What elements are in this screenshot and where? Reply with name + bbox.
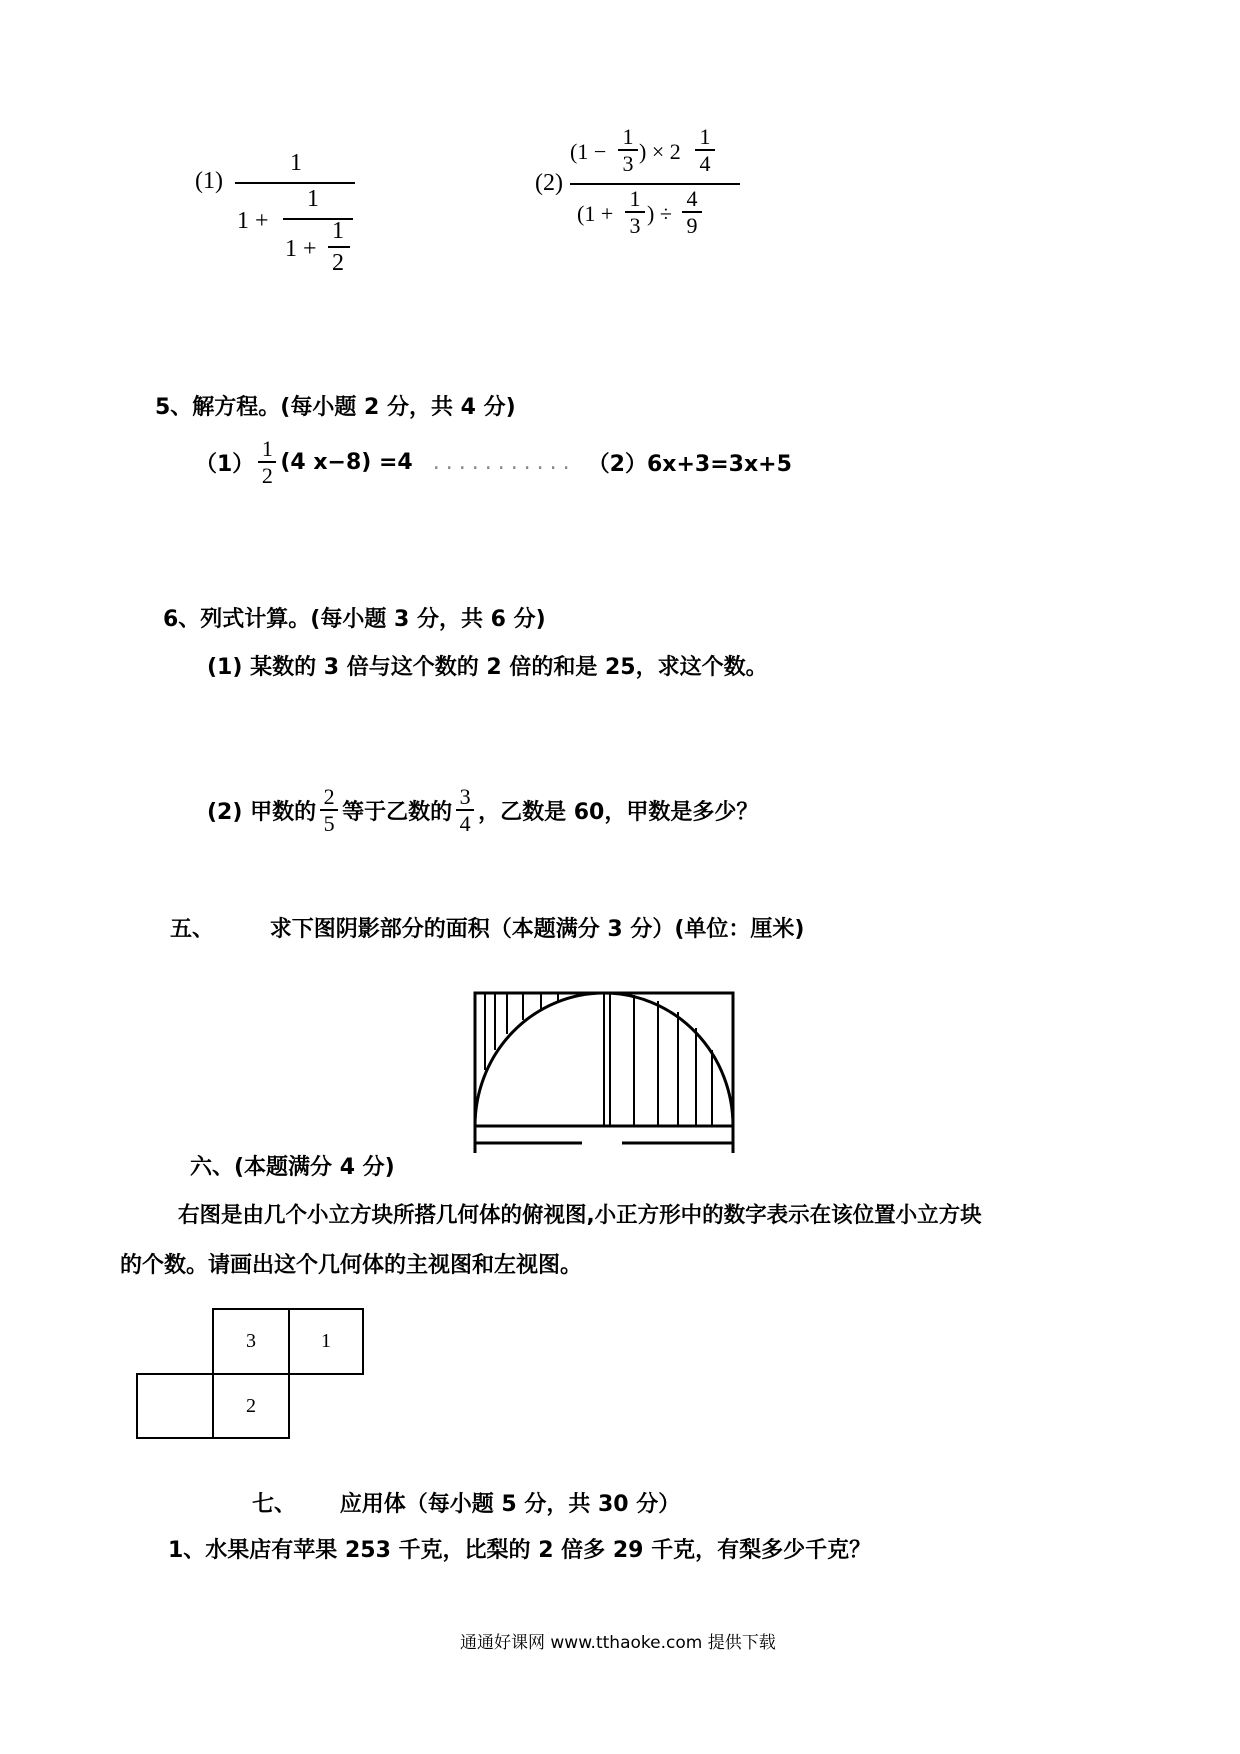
dimension-lines	[475, 1126, 733, 1153]
problem-1-frac: $\frac{1}{2}$	[258, 437, 276, 487]
section-6-q2	[207, 785, 758, 835]
grid-cell-bottom-left	[136, 1373, 214, 1439]
section-qi-text: 应用体（每小题 5 分，共 30 分）	[339, 1492, 681, 1517]
expr-1-label: (1)	[195, 168, 223, 194]
expr-2	[535, 125, 735, 255]
problem-1-label: （1）	[195, 451, 255, 477]
section-5-title: 5、解方程。(每小题 2 分，共 4 分)	[155, 395, 516, 420]
expr-2-den-open: (1 +	[577, 201, 614, 226]
expr-2-label: (2)	[535, 170, 563, 196]
section-qi-title	[252, 1487, 680, 1518]
q2-frac-1: $\frac{2}{5}$	[320, 785, 338, 835]
shaded-area-figure	[470, 988, 740, 1168]
expr-2-num-close: ) × 2	[639, 139, 681, 164]
q2-part-b: 等于乙数的	[342, 799, 453, 825]
expr-2-num-open: (1 −	[570, 139, 607, 164]
section-wu-text: 求下图阴影部分的面积（本题满分 3 分）(单位：厘米)	[269, 917, 805, 942]
grid-cell-bottom-middle: 2	[212, 1373, 290, 1439]
expr-2-den-frac: 1 3	[625, 187, 645, 237]
q2-frac-2: $\frac{3}{4}$	[456, 785, 474, 835]
expr-1	[195, 150, 375, 290]
expr-2-num-frac: 1 3	[618, 125, 638, 175]
q2-part-c: ，乙数是 60，甲数是多少？	[478, 799, 759, 825]
expr-1-bot-bar	[328, 246, 350, 248]
expr-2-den-close: ) ÷	[647, 201, 672, 226]
section-liu-body-1: 右图是由几个小立方块所搭几何体的俯视图,小正方形中的数字表示在该位置小立方块	[178, 1203, 982, 1228]
section-liu-body-2: 的个数。请画出这个几何体的主视图和左视图。	[120, 1253, 583, 1278]
right-hatching	[604, 993, 712, 1126]
section-5-problems	[195, 437, 792, 487]
section-qi-number: 七、	[252, 1492, 297, 1517]
expr-1-main-bar	[235, 182, 355, 184]
grid-cell-top-right: 1	[288, 1308, 364, 1375]
section-wu-title	[170, 912, 804, 943]
left-hatching	[485, 993, 558, 1070]
q2-part-a: (2) 甲数的	[207, 799, 317, 825]
grid-cell-top-middle: 3	[212, 1308, 290, 1375]
expr-2-den-frac-2: 4 9	[682, 187, 702, 237]
dot-leader: ...........	[432, 449, 576, 475]
expr-1-top: 1	[290, 150, 302, 176]
problem-1-rest: (4 x−8) =4	[280, 449, 413, 475]
expr-1-bot-lead: 1 +	[285, 236, 317, 262]
expr-2-main-bar	[570, 183, 740, 185]
expr-1-mid-top: 1	[307, 186, 319, 212]
expr-1-bot-den: 2	[332, 250, 344, 276]
section-6-title: 6、列式计算。(每小题 3 分，共 6 分)	[163, 607, 546, 632]
section-qi-q1: 1、水果店有苹果 253 千克，比梨的 2 倍多 29 千克，有梨多少千克？	[168, 1538, 872, 1563]
section-liu-title: 六、(本题满分 4 分)	[190, 1155, 395, 1180]
footer-text: 通通好课网 www.tthaoke.com 提供下载	[460, 1633, 776, 1653]
expr-1-bot-num: 1	[332, 218, 344, 244]
expr-1-mid-lead: 1 +	[237, 208, 269, 234]
problem-2: （2）6x+3=3x+5	[587, 451, 792, 477]
section-6-q1: (1) 某数的 3 倍与这个数的 2 倍的和是 25，求这个数。	[207, 655, 768, 680]
section-wu-number: 五、	[170, 917, 215, 942]
expr-2-num-mixed: 1 4	[695, 125, 715, 175]
